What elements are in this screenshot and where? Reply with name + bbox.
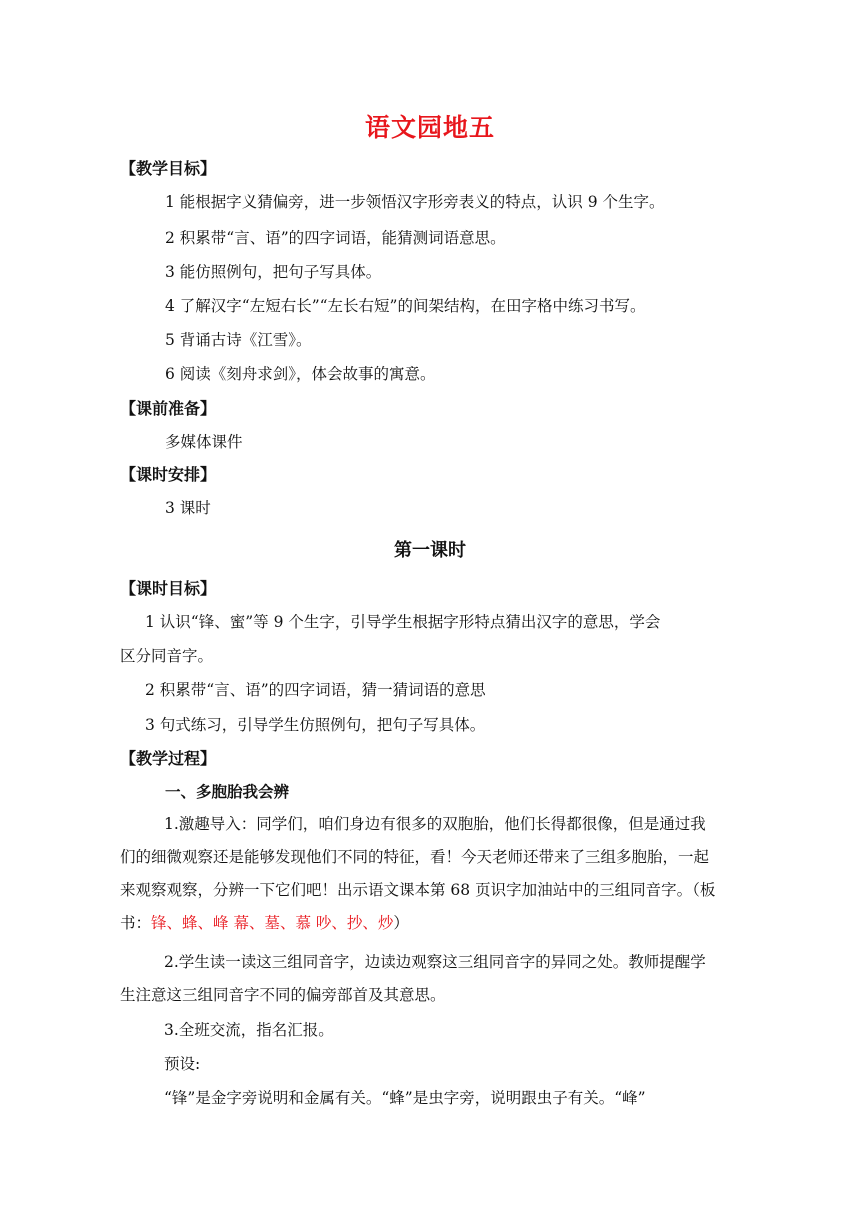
lesson-goal-1a: 1 认识“锋、蜜”等 9 个生字，引导学生根据字形特点猜出汉字的意思，学会 bbox=[145, 613, 661, 631]
paragraph-4: 预设: bbox=[164, 1055, 201, 1073]
part1-title: 一、多胞胎我会辨 bbox=[165, 782, 290, 801]
paragraph-1-text: 1.激趣导入：同学们，咱们身边有很多的双胞胎，他们长得都很像，但是通过我们的细微观察还是能够发现他们不同的特征，看！今天老师还带来了三组多胞胎，一起来观察观察，分辨一下它们吧！出示语文课本第 68 页识字加油站中的三组同音字。（板书： bbox=[120, 815, 716, 932]
lesson-goals-heading: 【课时目标】 bbox=[120, 579, 217, 598]
schedule-heading: 【课时安排】 bbox=[120, 465, 217, 484]
lesson-goal-2: 2 积累带“言、语”的四字词语，猜一猜词语的意思 bbox=[145, 681, 486, 699]
lesson-goal-3: 3 句式练习，引导学生仿照例句，把句子写具体。 bbox=[145, 716, 486, 734]
board-homophones: 锋、蜂、峰 幕、墓、慕 吵、抄、炒 bbox=[151, 914, 394, 932]
goal-item-3: 3 能仿照例句，把句子写具体。 bbox=[165, 263, 382, 281]
teaching-goals-heading: 【教学目标】 bbox=[120, 159, 217, 178]
paragraph-3: 3.全班交流，指名汇报。 bbox=[164, 1021, 334, 1039]
process-heading: 【教学过程】 bbox=[120, 749, 217, 768]
lesson1-title: 第一课时 bbox=[394, 540, 466, 561]
goal-item-2: 2 积累带“言、语”的四字词语，能猜测词语意思。 bbox=[165, 229, 506, 247]
paragraph-1 bbox=[120, 808, 720, 940]
goal-item-6: 6 阅读《刻舟求剑》，体会故事的寓意。 bbox=[165, 365, 436, 383]
goal-item-4: 4 了解汉字“左短右长”“左长右短”的间架结构，在田字格中练习书写。 bbox=[165, 297, 646, 315]
paragraph-5: “锋”是金字旁说明和金属有关。“蜂”是虫字旁，说明跟虫子有关。“峰” bbox=[164, 1089, 646, 1107]
paragraph-2: 2.学生读一读这三组同音字，边读边观察这三组同音字的异同之处。教师提醒学生注意这三组同音字不同的偏旁部首及其意思。 bbox=[120, 953, 706, 1004]
document-title: 语文园地五 bbox=[364, 113, 495, 142]
prep-text: 多媒体课件 bbox=[165, 433, 243, 451]
goal-item-5: 5 背诵古诗《江雪》。 bbox=[165, 331, 312, 349]
goal-item-1: 1 能根据字义猜偏旁，进一步领悟汉字形旁表义的特点，认识 9 个生字。 bbox=[165, 193, 665, 211]
lesson-goal-1b: 区分同音字。 bbox=[120, 647, 214, 665]
paragraph-1-end: ） bbox=[393, 914, 409, 932]
schedule-text: 3 课时 bbox=[165, 499, 211, 517]
prep-heading: 【课前准备】 bbox=[120, 399, 217, 418]
